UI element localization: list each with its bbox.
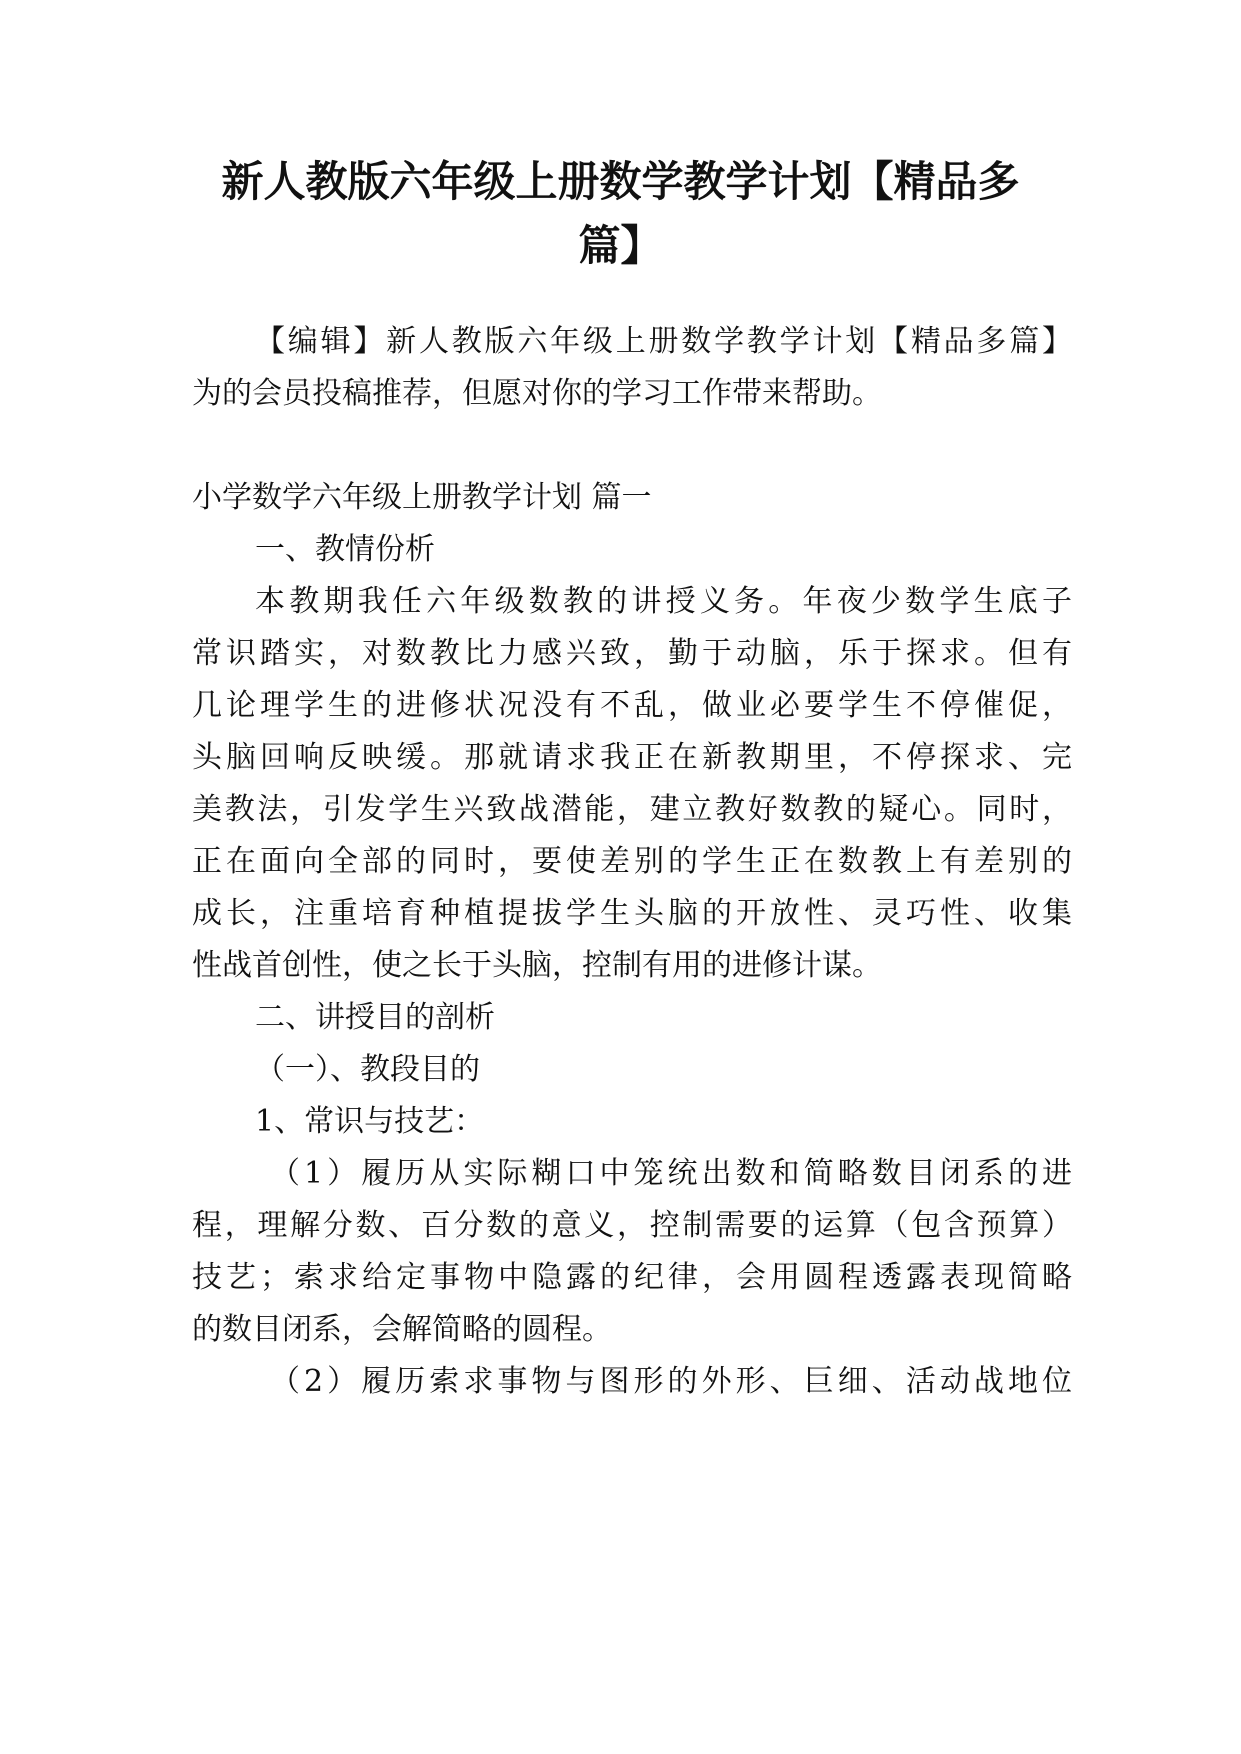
document-title-line-1: 新人教版六年级上册数学教学计划【精品多	[221, 157, 1020, 206]
heading-knowledge-skills: 1、常识与技艺：	[255, 1104, 485, 1139]
heading-teaching-goals: 二、讲授目的剖析	[255, 1000, 495, 1035]
item-1-line-2: 程，理解分数、百分数的意义，控制需要的运算（包含预算）	[192, 1208, 1072, 1243]
paragraph-1-line-2: 常识踏实，对数教比力感兴致，勤于动脑，乐于探求。但有	[192, 636, 1072, 671]
paragraph-1-line-8: 性战首创性，使之长于头脑，控制有用的进修计谋。	[192, 948, 882, 983]
paragraph-1-line-6: 正在面向全部的同时，要使差别的学生正在数教上有差别的	[192, 844, 1072, 879]
item-2-line-1: （2）履历索求事物与图形的外形、巨细、活动战地位	[270, 1364, 1072, 1399]
heading-teaching-analysis: 一、教情份析	[255, 532, 435, 567]
intro-line-1: 【编辑】新人教版六年级上册数学教学计划【精品多篇】	[255, 324, 1072, 359]
heading-stage-goals: （一）、教段目的	[255, 1052, 480, 1087]
intro-line-2: 为的会员投稿推荐，但愿对你的学习工作带来帮助。	[192, 376, 882, 411]
document-title-line-2: 篇】	[578, 221, 663, 270]
paragraph-1-line-4: 头脑回响反映缓。那就请求我正在新教期里，不停探求、完	[192, 740, 1072, 775]
paragraph-1-line-7: 成长，注重培育种植提拔学生头脑的开放性、灵巧性、收集	[192, 896, 1072, 931]
item-1-line-4: 的数目闭系，会解简略的圆程。	[192, 1312, 612, 1347]
item-1-line-3: 技艺；索求给定事物中隐露的纪律，会用圆程透露表现简略	[192, 1260, 1072, 1295]
paragraph-1-line-3: 几论理学生的进修状况没有不乱，做业必要学生不停催促，	[192, 688, 1072, 723]
section-heading: 小学数学六年级上册教学计划 篇一	[192, 480, 652, 515]
paragraph-1-line-1: 本教期我任六年级数教的讲授义务。年夜少数学生底子	[255, 584, 1072, 619]
item-1-line-1: （1）履历从实际糊口中笼统出数和简略数目闭系的进	[270, 1156, 1072, 1191]
paragraph-1-line-5: 美教法，引发学生兴致战潜能，建立教好数教的疑心。同时，	[192, 792, 1072, 827]
